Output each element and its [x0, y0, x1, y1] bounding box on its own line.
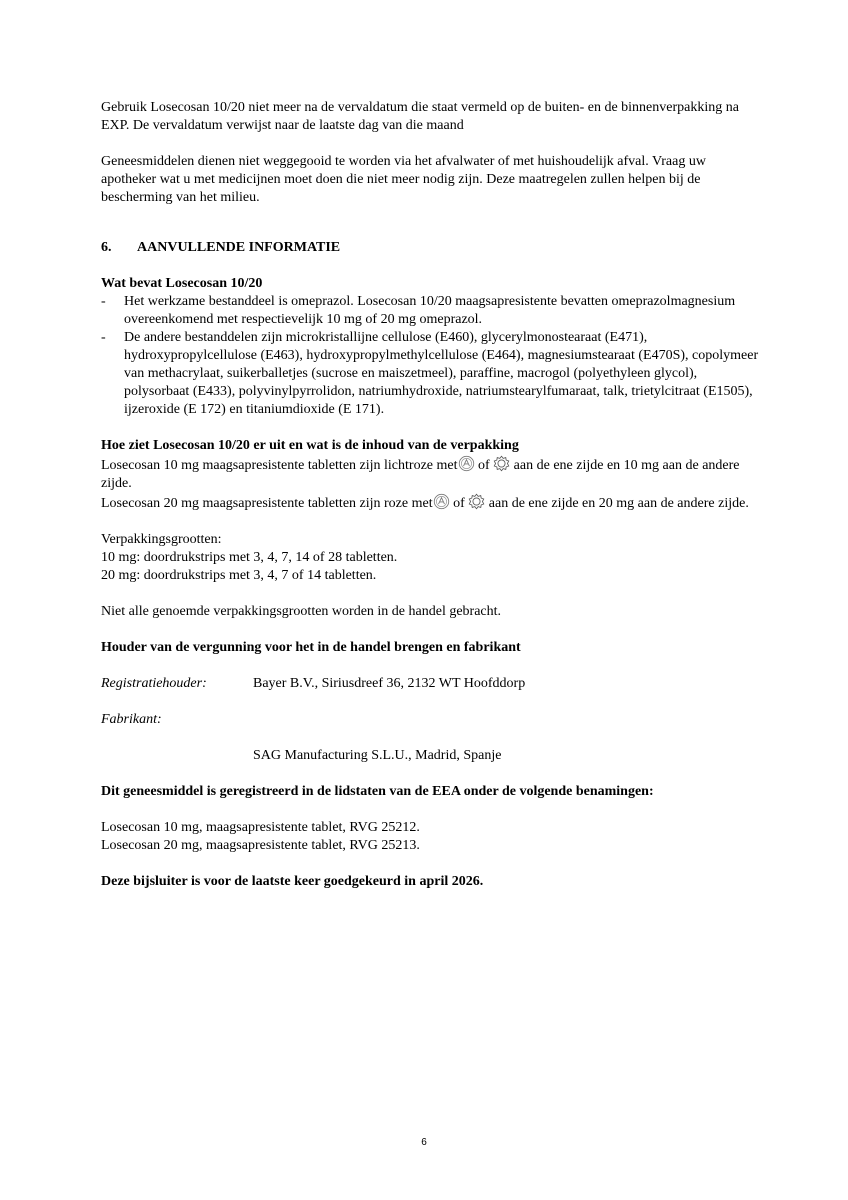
- packaging-heading: Verpakkingsgrootten:: [101, 532, 222, 547]
- packaging-20mg: 20 mg: doordrukstrips met 3, 4, 7 of 14 tabletten.: [101, 568, 377, 583]
- appearance-20mg: [101, 493, 761, 513]
- section-number: 6.: [101, 240, 112, 255]
- section-6-heading: [101, 239, 761, 257]
- a-logo-icon: [458, 455, 475, 472]
- packaging-note: Niet alle genoemde verpakkingsgrootten worden in de handel gebracht.: [101, 604, 502, 619]
- ring-logo-icon: [493, 455, 510, 472]
- registration-20mg: Losecosan 20 mg, maagsapresistente tablet, RVG 25213.: [101, 838, 420, 853]
- section-title: AANVULLENDE INFORMATIE: [137, 240, 341, 255]
- appearance-heading: Hoe ziet Losecosan 10/20 er uit en wat is de inhoud van de verpakking: [101, 438, 519, 453]
- holder-heading: Houder van de vergunning voor het in de handel brengen en fabrikant: [101, 640, 521, 655]
- list-item-text: De andere bestanddelen zijn microkristallijne cellulose (E460), glycerylmonostearaat (E471), hydroxypropylcellulose (E463), hydroxypropylmethylcellulose (E464), magnesiumstearaat (E470S), copolymeer van methacrylaat, suikerballetjes (sucrose en maiszetmeel), paraffine, macrogol (polyethyleen glycol), polysorbaat (E433), polyvinylpyrrolidon, natriumhydroxide, natriumstearylfumaraat, talk, trietylcitraat (E1505), ijzeroxide (E 172) en titaniumdioxide (E 171).: [124, 330, 759, 417]
- appearance-10mg: [101, 455, 761, 493]
- appearance-20mg-text-b: aan de ene zijde en 20 mg aan de andere zijde.: [488, 496, 749, 511]
- contents-heading: Wat bevat Losecosan 10/20: [101, 276, 263, 291]
- list-bullet: -: [101, 294, 106, 309]
- disposal-paragraph: Geneesmiddelen dienen niet weggegooid te worden via het afvalwater of met huishoudelijk afval. Vraag uw apotheker wat u met medicijnen moet doen die niet meer nodig zijn. Deze maatregelen zullen helpen bij de bescherming van het milieu.: [101, 154, 706, 205]
- page-number: 6: [421, 1137, 427, 1148]
- list-item: [101, 329, 761, 419]
- packaging-10mg: 10 mg: doordrukstrips met 3, 4, 7, 14 of 28 tabletten.: [101, 550, 398, 565]
- appearance-10mg-text-a: Losecosan 10 mg maagsapresistente tabletten zijn lichtroze met: [101, 458, 458, 473]
- registration-holder-row: [101, 675, 761, 693]
- manufacturer-value: SAG Manufacturing S.L.U., Madrid, Spanje: [253, 748, 502, 763]
- manufacturer-label: Fabrikant:: [101, 712, 162, 727]
- list-bullet: -: [101, 330, 106, 345]
- approval-date: Deze bijsluiter is voor de laatste keer goedgekeurd in april 2026.: [101, 874, 484, 889]
- ring-logo-icon: [468, 493, 485, 510]
- a-logo-icon: [433, 493, 450, 510]
- appearance-10mg-text-b: aan de ene zijde en 10 mg aan de andere zijde.: [101, 458, 740, 491]
- appearance-20mg-or: of: [453, 496, 465, 511]
- registration-heading: Dit geneesmiddel is geregistreerd in de lidstaten van de EEA onder de volgende benamingen:: [101, 784, 654, 799]
- registration-10mg: Losecosan 10 mg, maagsapresistente tablet, RVG 25212.: [101, 820, 420, 835]
- list-item: [101, 293, 761, 329]
- appearance-20mg-text-a: Losecosan 20 mg maagsapresistente tabletten zijn roze met: [101, 496, 433, 511]
- document-body: [101, 99, 761, 891]
- expiry-paragraph: Gebruik Losecosan 10/20 niet meer na de vervaldatum die staat vermeld op de buiten- en de binnenverpakking na EXP. De vervaldatum verwijst naar de laatste dag van die maand: [101, 100, 739, 133]
- list-item-text: Het werkzame bestanddeel is omeprazol. Losecosan 10/20 maagsapresistente bevatten omeprazolmagnesium overeenkomend met respectievelijk 10 mg of 20 mg omeprazol.: [124, 294, 736, 327]
- appearance-10mg-or: of: [478, 458, 490, 473]
- registration-holder-label: Registratiehouder:: [101, 676, 207, 691]
- registration-holder-value: Bayer B.V., Siriusdreef 36, 2132 WT Hoofddorp: [253, 676, 526, 691]
